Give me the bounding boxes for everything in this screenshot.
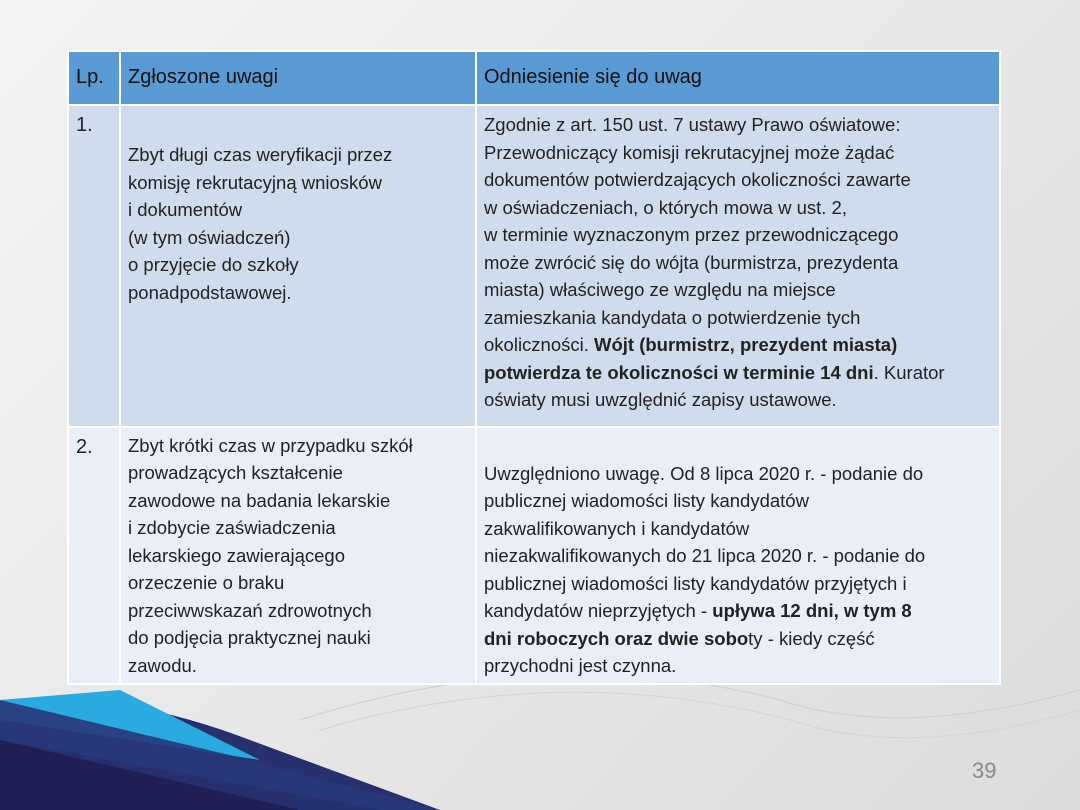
text-segment: przychodni jest czynna. xyxy=(484,655,677,676)
text-segment: Uwzględniono uwagę. Od 8 lipca 2020 r. - podanie do xyxy=(484,462,924,484)
response-line xyxy=(484,570,992,598)
text-segment: publicznej wiadomości listy kandydatów xyxy=(484,490,809,511)
response-line xyxy=(484,460,992,488)
text-segment: okoliczności. xyxy=(484,334,595,355)
text-segment: ty - kiedy część xyxy=(748,627,875,649)
response-line xyxy=(484,111,992,139)
header-remarks: Zgłoszone uwagi xyxy=(120,51,476,105)
remark-line: prowadzących kształcenie xyxy=(128,462,343,483)
response-line xyxy=(484,542,992,570)
text-segment: w oświadczeniach, o których mowa w ust. 2, xyxy=(484,196,847,218)
text-segment: niezakwalifikowanych do 21 lipca 2020 r. - podanie do xyxy=(484,545,926,566)
remark-line: przeciwwskazań zdrowotnych xyxy=(128,599,372,621)
table-row xyxy=(68,105,1000,427)
response-line xyxy=(484,221,992,249)
response-cell xyxy=(476,105,1000,427)
remark-line: i dokumentów xyxy=(128,199,243,220)
bold-text: Wójt (burmistrz, prezydent miasta) xyxy=(594,334,898,355)
response-line xyxy=(484,652,992,680)
response-line xyxy=(484,597,992,625)
page-number: 39 xyxy=(972,758,997,783)
text-segment: może zwrócić się do wójta (burmistrza, prezydenta xyxy=(484,251,899,273)
remark-line: lekarskiego zawierającego xyxy=(128,544,345,566)
remark-line: zawodowe na badania lekarskie xyxy=(128,489,391,511)
remark-line: do podjęcia praktycznej nauki xyxy=(128,627,371,648)
response-line xyxy=(484,276,992,304)
text-segment: dokumentów potwierdzających okoliczności zawarte xyxy=(484,169,911,190)
remark-line: ponadpodstawowej. xyxy=(128,281,292,303)
remark-line: (w tym oświadczeń) xyxy=(128,226,291,248)
bold-text: potwierdza te okoliczności w terminie 14 dni xyxy=(484,361,874,383)
remark-line: i zdobycie zaświadczenia xyxy=(128,517,336,538)
remark-line: Zbyt długi czas weryfikacji przez xyxy=(128,144,393,165)
response-line xyxy=(484,194,992,222)
bold-text: dni roboczych oraz dwie sobo xyxy=(484,627,749,649)
text-segment: Przewodniczący komisji rekrutacyjnej może żądać xyxy=(484,141,895,163)
text-segment: . Kurator xyxy=(873,361,945,383)
response-line xyxy=(484,625,992,653)
remark-line: orzeczenie o braku xyxy=(128,572,285,593)
response-line xyxy=(484,331,992,359)
response-line xyxy=(484,386,992,414)
text-segment: miasta) właściwego ze względu na miejsce xyxy=(484,279,836,300)
text-segment: publicznej wiadomości listy kandydatów przyjętych i xyxy=(484,572,907,594)
table-row xyxy=(68,427,1000,685)
response-line xyxy=(484,359,992,387)
remark-cell xyxy=(120,105,476,427)
remark-line: Zbyt krótki czas w przypadku szkół xyxy=(128,434,413,456)
header-lp: Lp. xyxy=(68,51,120,105)
response-line xyxy=(484,487,992,515)
response-line xyxy=(484,304,992,332)
response-line xyxy=(484,249,992,277)
remark-line: zawodu. xyxy=(128,654,197,676)
bold-text: upływa 12 dni, w tym 8 xyxy=(712,600,912,621)
table-header-row xyxy=(68,51,1000,105)
text-segment: Zgodnie z art. 150 ust. 7 ustawy Prawo oświatowe: xyxy=(484,114,901,135)
text-segment: zakwalifikowanych i kandydatów xyxy=(484,517,750,539)
response-line xyxy=(484,166,992,194)
remarks-table xyxy=(67,50,1001,685)
row-number: 1. xyxy=(68,105,120,427)
response-line xyxy=(484,139,992,167)
text-segment: kandydatów nieprzyjętych - xyxy=(484,600,713,621)
remark-line: komisję rekrutacyjną wniosków xyxy=(128,171,382,193)
response-cell xyxy=(476,427,1000,685)
header-response: Odniesienie się do uwag xyxy=(476,51,1000,105)
remark-cell xyxy=(120,427,476,685)
row-number: 2. xyxy=(68,427,120,685)
remark-line: o przyjęcie do szkoły xyxy=(128,254,299,275)
response-line xyxy=(484,515,992,543)
text-segment: oświaty musi uwzględnić zapisy ustawowe. xyxy=(484,389,837,410)
text-segment: w terminie wyznaczonym przez przewodniczącego xyxy=(484,224,899,245)
text-segment: zamieszkania kandydata o potwierdzenie tych xyxy=(484,306,861,328)
